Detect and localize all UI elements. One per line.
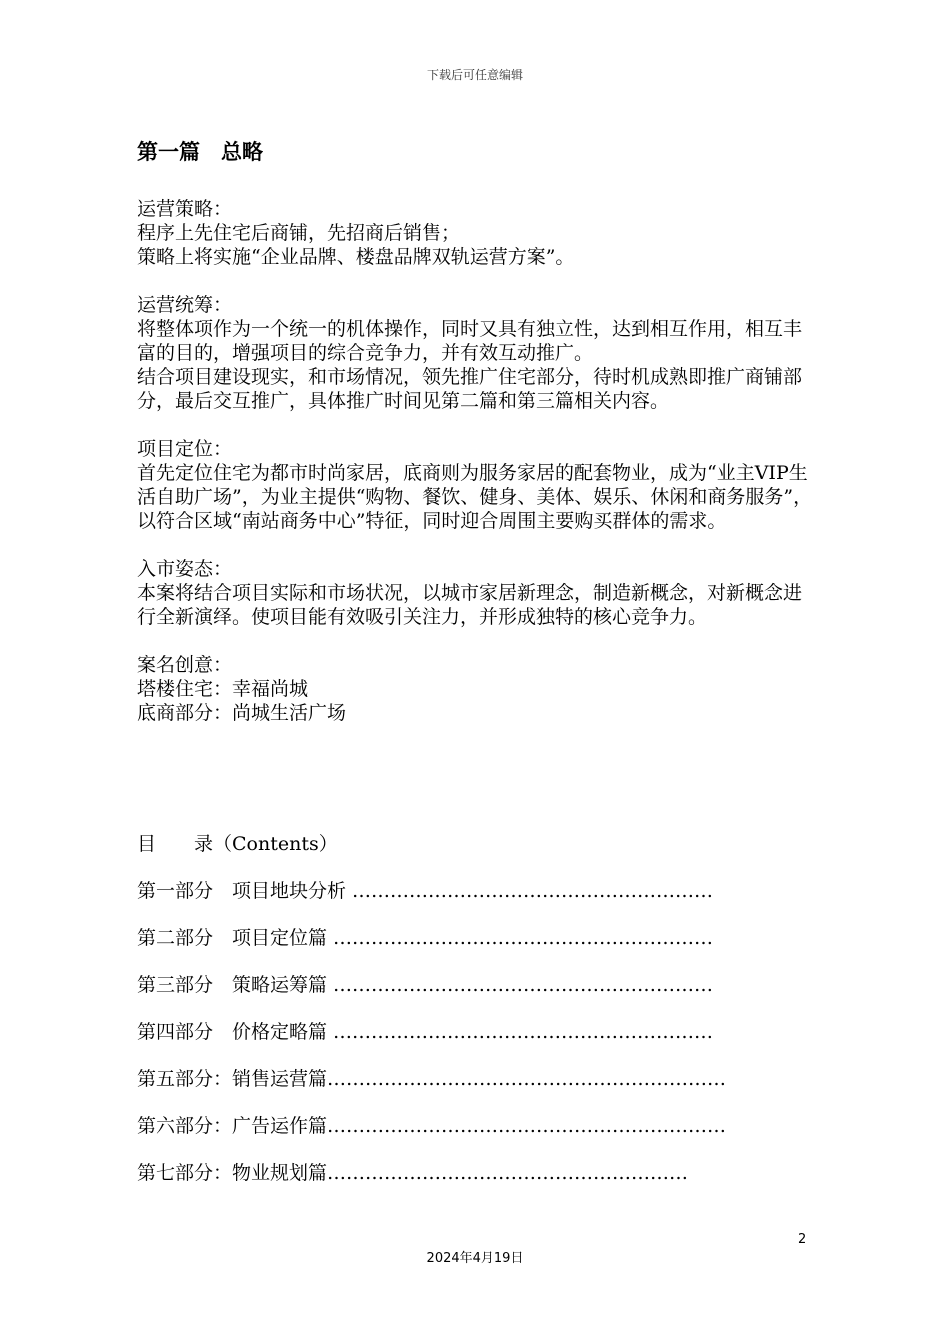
section-operation-planning [137,293,817,413]
section-project-positioning [137,437,817,533]
toc-item[interactable] [137,877,817,924]
paragraph: 将整体项作为一个统一的机体操作，同时又具有独立性，达到相互作用，相互丰富的目的，增强项目的综合竞争力，并有效互动推广。 [137,318,803,364]
paragraph: 首先定位住宅为都市时尚家居，底商则为服务家居的配套物业，成为“业主VIP生活自助广场”，为业主提供“购物、餐饮、健身、美体、娱乐、休闲和商务服务”，以符合区域“南站商务中心”特征，同时迎合周围主要购买群体的需求。 [137,462,813,532]
page-header: 下载后可任意编辑 [426,68,523,82]
chapter-title: 第一篇 总略 [137,140,263,164]
toc-item-label: 第二部分 项目定位篇 [137,927,334,949]
section-heading: 入市姿态： [137,558,233,580]
toc-leader-dots: ……………………………………………………… [327,1115,727,1137]
toc-item-label: 第四部分 价格定略篇 [137,1021,334,1043]
toc-item[interactable] [137,1112,817,1159]
table-of-contents [137,877,817,1206]
section-heading: 运营统筹： [137,294,233,316]
body-text [137,197,817,749]
section-operation-strategy [137,197,817,269]
toc-leader-dots: …………………………………………………… [333,1021,714,1043]
toc-item[interactable] [137,1018,817,1065]
paragraph: 结合项目建设现实，和市场情况，领先推广住宅部分，待时机成熟即推广商铺部分，最后交互推广，具体推广时间见第二篇和第三篇相关内容。 [137,366,803,412]
toc-item[interactable] [137,1159,817,1206]
toc-item-label: 第一部分 项目地块分析 [137,880,353,902]
toc-leader-dots: …………………………………………………… [333,974,714,996]
toc-item[interactable] [137,924,817,971]
section-heading: 项目定位： [137,438,233,460]
paragraph: 底商部分：尚城生活广场 [137,702,347,724]
page-footer-date: 2024年4月19日 [426,1251,524,1266]
section-heading: 案名创意： [137,654,233,676]
toc-leader-dots: …………………………………………………… [333,927,714,949]
section-market-entry [137,557,817,629]
toc-leader-dots: ……………………………………………………… [327,1068,727,1090]
toc-leader-dots: ………………………………………………… [327,1162,689,1184]
paragraph: 本案将结合项目实际和市场状况，以城市家居新理念，制造新概念，对新概念进行全新演绎。使项目能有效吸引关注力，并形成独特的核心竞争力。 [137,582,803,628]
toc-item[interactable] [137,1065,817,1112]
toc-item-label: 第三部分 策略运筹篇 [137,974,334,996]
paragraph: 程序上先住宅后商铺，先招商后销售； [137,222,461,244]
page-number: 2 [798,1232,807,1247]
toc-title: 目 录（Contents） [137,833,338,855]
toc-item[interactable] [137,971,817,1018]
paragraph: 策略上将实施“企业品牌、楼盘品牌双轨运营方案”。 [137,246,575,268]
toc-leader-dots: ………………………………………………… [352,880,714,902]
section-heading: 运营策略： [137,198,233,220]
toc-item-label: 第六部分：广告运作篇 [137,1115,328,1137]
toc-item-label: 第七部分：物业规划篇 [137,1162,328,1184]
toc-item-label: 第五部分：销售运营篇 [137,1068,328,1090]
section-naming [137,653,817,725]
paragraph: 塔楼住宅：幸福尚城 [137,678,309,700]
